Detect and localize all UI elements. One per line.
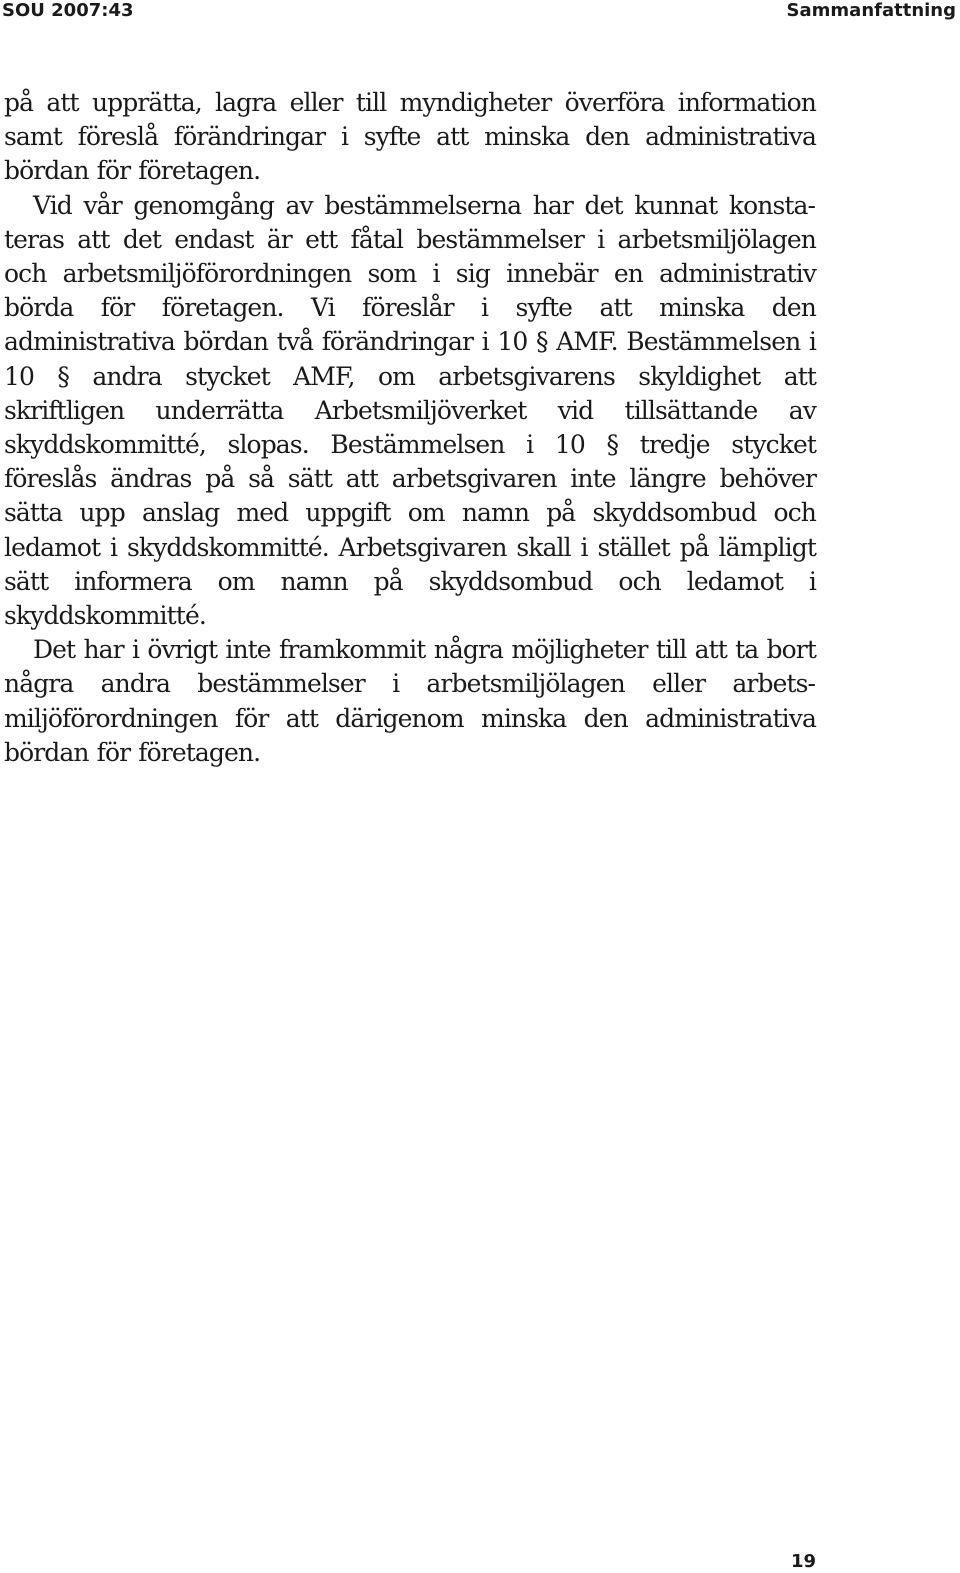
document-body (4, 86, 816, 770)
running-header (0, 0, 960, 24)
paragraph-2: Vid vår genomgång av bestämmelserna har det kunnat konstateras att det endast är ett fåtal bestämmelser i arbetsmiljölagen och arbetsmiljöförordningen som i sig innebär en administrativ börda för företagen. Vi föreslår i syfte att minska den administrativa bördan två förändringar i 10 § AMF. Bestämmelsen i 10 § andra stycket AMF, om arbetsgivarens skyldighet att skriftligen underrätta Arbetsmiljöverket vid tillsättande av skyddskommitté, slopas. Bestämmelsen i 10 § tredje stycket föreslås ändras på så sätt att arbetsgivaren inte längre behöver sätta upp anslag med uppgift om namn på skyddsombud och ledamot i skyddskommitté. Arbetsgivaren skall i stället på lämpligt sätt informera om namn på skyddsombud och ledamot i skyddskommitté. (4, 190, 816, 631)
report-number: SOU 2007:43 (2, 0, 134, 21)
page-number: 19 (790, 1551, 816, 1572)
paragraph-3: Det har i övrigt inte framkommit några möjligheter till att ta bort några andra bestämmelser i arbetsmiljölagen eller arbetsmiljöförordningen för att därigenom minska den administrativa bördan för företagen. (4, 635, 816, 767)
paragraph-1: på att upprätta, lagra eller till myndigheter överföra information samt föreslå förändringar i syfte att minska den administrativa bördan för företagen. (4, 88, 816, 186)
section-title: Sammanfattning (786, 0, 956, 21)
